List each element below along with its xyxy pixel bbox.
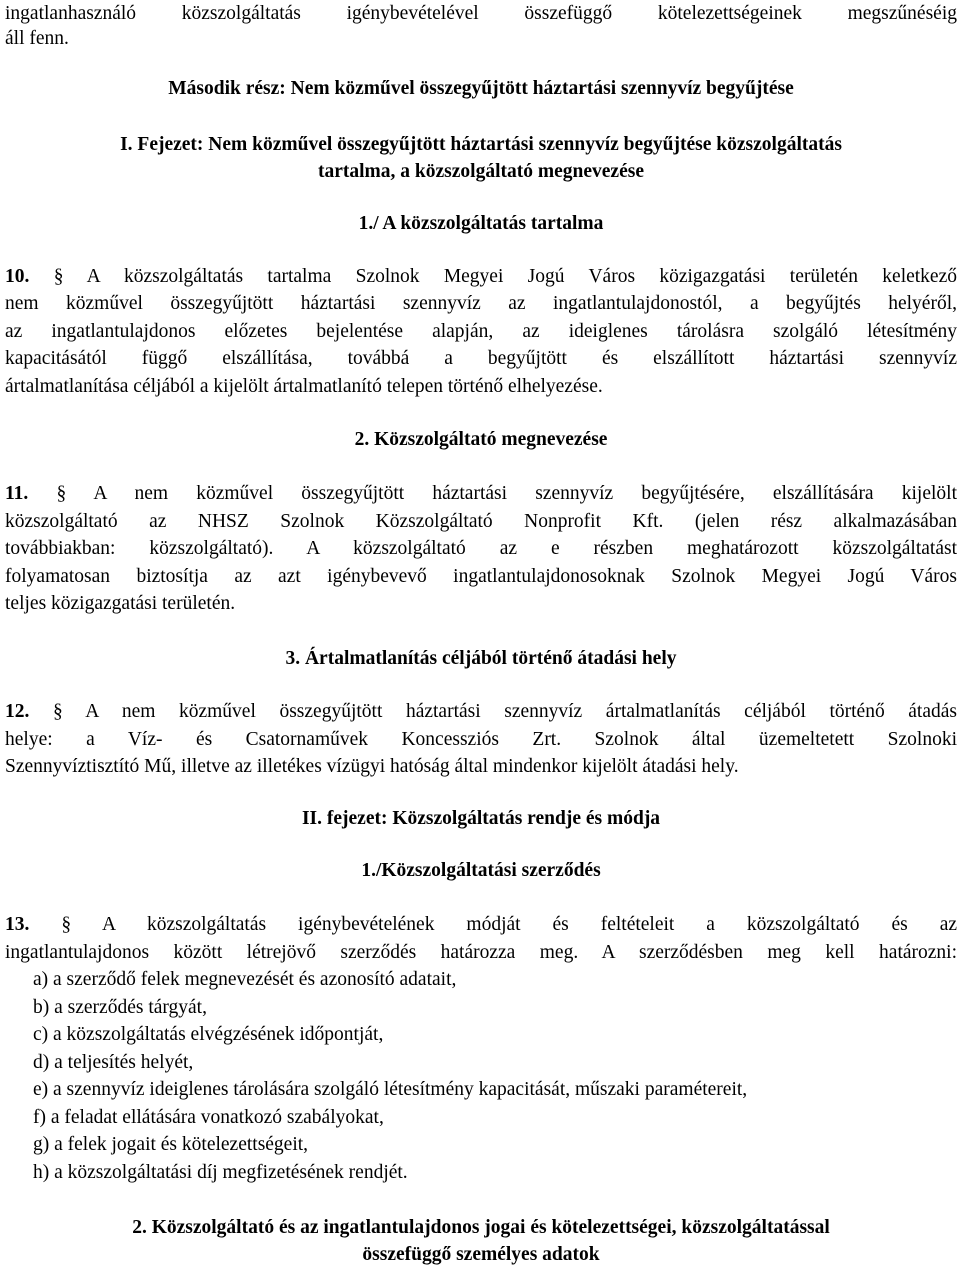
paragraph-line: kapacitásától függő elszállítása, továbbá a begyűjtött és elszállított háztartási szennyvíz	[5, 348, 957, 369]
section-sign: §	[52, 701, 63, 722]
paragraph-line: teljes közigazgatási területén.	[5, 593, 236, 614]
chapter-title: I. Fejezet: Nem közművel összegyűjtött háztartási szennyvíz begyűjtése közszolgáltatás	[120, 134, 842, 155]
paragraph-line	[5, 263, 957, 291]
paragraph-line: továbbiakban: közszolgáltató). A közszolgáltató az e részben meghatározott közszolgáltatást	[5, 538, 957, 559]
list-item: a) a szerződő felek megnevezését és azonosító adatait,	[33, 969, 457, 990]
section-title: 1./Közszolgáltatási szerződés	[361, 860, 601, 881]
section-title: 2. Közszolgáltató és az ingatlantulajdonos jogai és kötelezettségei, közszolgáltatással	[132, 1217, 830, 1238]
paragraph-line: ártalmatlanítása céljából a kijelölt ártalmatlanító telepen történő elhelyezése.	[5, 376, 603, 397]
part-title: Második rész: Nem közművel összegyűjtött háztartási szennyvíz begyűjtése	[168, 78, 794, 99]
list-item: h) a közszolgáltatási díj megfizetésének rendjét.	[33, 1162, 408, 1183]
paragraph-text: A nem közművel összegyűjtött háztartási szennyvíz begyűjtésére, elszállítására kijelölt	[93, 483, 957, 504]
paragraph-number: 10.	[5, 266, 54, 287]
chapter-title: tartalma, a közszolgáltató megnevezése	[318, 161, 644, 182]
section-title: 2. Közszolgáltató megnevezése	[354, 429, 608, 450]
paragraph-line: helye: a Víz- és Csatornaművek Koncessziós Zrt. Szolnok által üzemeltetett Szolnoki	[5, 729, 957, 750]
paragraph-line	[5, 911, 957, 939]
section-sign: §	[53, 266, 64, 287]
intro-line: áll fenn.	[5, 28, 69, 49]
paragraph-line: folyamatosan biztosítja az azt igénybevevő ingatlantulajdonosoknak Szolnok Megyei Jogú Város	[5, 566, 957, 587]
paragraph-number: 13.	[5, 914, 62, 935]
list-item: f) a feladat ellátására vonatkozó szabályokat,	[33, 1107, 384, 1128]
list-item: c) a közszolgáltatás elvégzésének időpontját,	[33, 1024, 384, 1045]
list-item: d) a teljesítés helyét,	[33, 1052, 194, 1073]
section-title: 3. Ártalmatlanítás céljából történő átadási hely	[285, 648, 677, 669]
paragraph-number: 12.	[5, 701, 53, 722]
section-title: 1./ A közszolgáltatás tartalma	[358, 213, 604, 234]
list-item: g) a felek jogait és kötelezettségeit,	[33, 1134, 309, 1155]
intro-line: ingatlanhasználó közszolgáltatás igénybevételével összefüggő kötelezettségeinek megszűnéséig	[5, 3, 957, 24]
paragraph-line: az ingatlantulajdonos előzetes bejelentése alapján, az ideiglenes tárolásra szolgáló létesítmény	[5, 321, 957, 342]
paragraph-line: Szennyvíztisztító Mű, illetve az illetékes vízügyi hatóság által mindenkor kijelölt átadási hely.	[5, 756, 739, 777]
paragraph-line: nem közművel összegyűjtött háztartási szennyvíz az ingatlantulajdonostól, a begyűjtés helyéről,	[5, 293, 957, 314]
list-item: b) a szerződés tárgyát,	[33, 997, 207, 1018]
paragraph-number: 11.	[5, 483, 57, 504]
list-item: e) a szennyvíz ideiglenes tárolására szolgáló létesítmény kapacitását, műszaki paramétereit,	[33, 1079, 748, 1100]
section-title: összefüggő személyes adatok	[362, 1244, 600, 1265]
paragraph-text: A közszolgáltatás tartalma Szolnok Megyei Jogú Város közigazgatási területén keletkező	[86, 266, 957, 287]
section-sign: §	[56, 483, 67, 504]
paragraph-line: közszolgáltató az NHSZ Szolnok Közszolgáltató Nonprofit Kft. (jelen rész alkalmazásában	[5, 511, 957, 532]
paragraph-text: A közszolgáltatás igénybevételének módját és feltételeit a közszolgáltató és az	[101, 914, 957, 935]
paragraph-text: A nem közművel összegyűjtött háztartási szennyvíz ártalmatlanítás céljából történő átadás	[85, 701, 958, 722]
paragraph-line	[5, 480, 957, 508]
paragraph-line	[5, 698, 957, 726]
paragraph-line: ingatlantulajdonos között létrejövő szerződés határozza meg. A szerződésben meg kell határozni:	[5, 942, 957, 963]
chapter-title: II. fejezet: Közszolgáltatás rendje és módja	[301, 808, 661, 829]
section-sign: §	[61, 914, 72, 935]
